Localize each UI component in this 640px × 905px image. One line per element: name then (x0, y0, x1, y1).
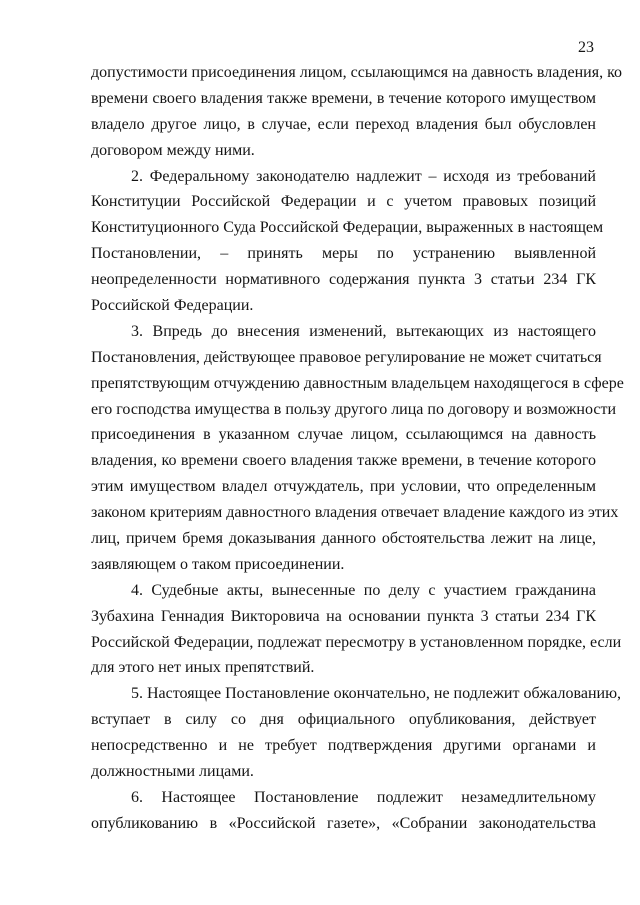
text-line: 5. Настоящее Постановление окончательно, не подлежит обжалованию, (131, 685, 622, 703)
text-line: неопределенности нормативного содержания пункта 3 статьи 234 ГК (91, 271, 596, 289)
text-line: 3. Впредь до внесения изменений, вытекающих из настоящего (131, 322, 596, 340)
text-line: для этого нет иных препятствий. (91, 659, 315, 677)
text-line: владело другое лицо, в случае, если переход владения был обусловлен (91, 115, 596, 133)
text-line: Российской Федерации, подлежат пересмотру в установленном порядке, если (91, 633, 622, 651)
text-line: препятствующим отчуждению давностным владельцем находящегося в сфере (91, 374, 624, 392)
text-line: вступает в силу со дня официального опубликования, действует (91, 711, 596, 729)
text-line: заявляющем о таком присоединении. (91, 555, 345, 573)
text-line: этим имуществом владел отчуждатель, при условии, что определенным (91, 478, 596, 496)
text-line: присоединения в указанном случае лицом, ссылающимся на давность (91, 426, 596, 444)
text-line: лиц, причем бремя доказывания данного обстоятельства лежит на лице, (91, 530, 596, 548)
text-line: Зубахина Геннадия Викторовича на основании пункта 3 статьи 234 ГК (91, 607, 596, 625)
text-line: владения, ко времени своего владения также времени, в течение которого (91, 452, 596, 470)
text-line: Постановлении, – принять меры по устранению выявленной (91, 245, 596, 263)
text-line: опубликованию в «Российской газете», «Собрании законодательства (91, 814, 596, 832)
text-line: допустимости присоединения лицом, ссылающимся на давность владения, ко (91, 64, 623, 81)
text-line: 6. Настоящее Постановление подлежит незамедлительному (131, 788, 596, 806)
text-line: 2. Федеральному законодателю надлежит – исходя из требований (131, 167, 596, 185)
text-line: Конституции Российской Федерации и с учетом правовых позиций (91, 193, 596, 211)
text-line: времени своего владения также времени, в течение которого имуществом (91, 89, 596, 107)
text-line: Конституционного Суда Российской Федерации, выраженных в настоящем (91, 219, 604, 237)
text-line: Постановления, действующее правовое регулирование не может считаться (91, 348, 602, 366)
page-number: 23 (578, 39, 594, 56)
text-line: Российской Федерации. (91, 297, 254, 315)
text-line: должностными лицами. (91, 763, 254, 781)
text-line: договором между ними. (91, 141, 255, 159)
document-body (91, 60, 624, 837)
text-line: 4. Судебные акты, вынесенные по делу с участием гражданина (131, 581, 596, 599)
text-line: непосредственно и не требует подтверждения другими органами и (91, 737, 596, 755)
text-line: его господства имущества в пользу другого лица по договору и возможности (91, 400, 616, 418)
text-line: законом критериям давностного владения отвечает владение каждого из этих (91, 504, 619, 522)
